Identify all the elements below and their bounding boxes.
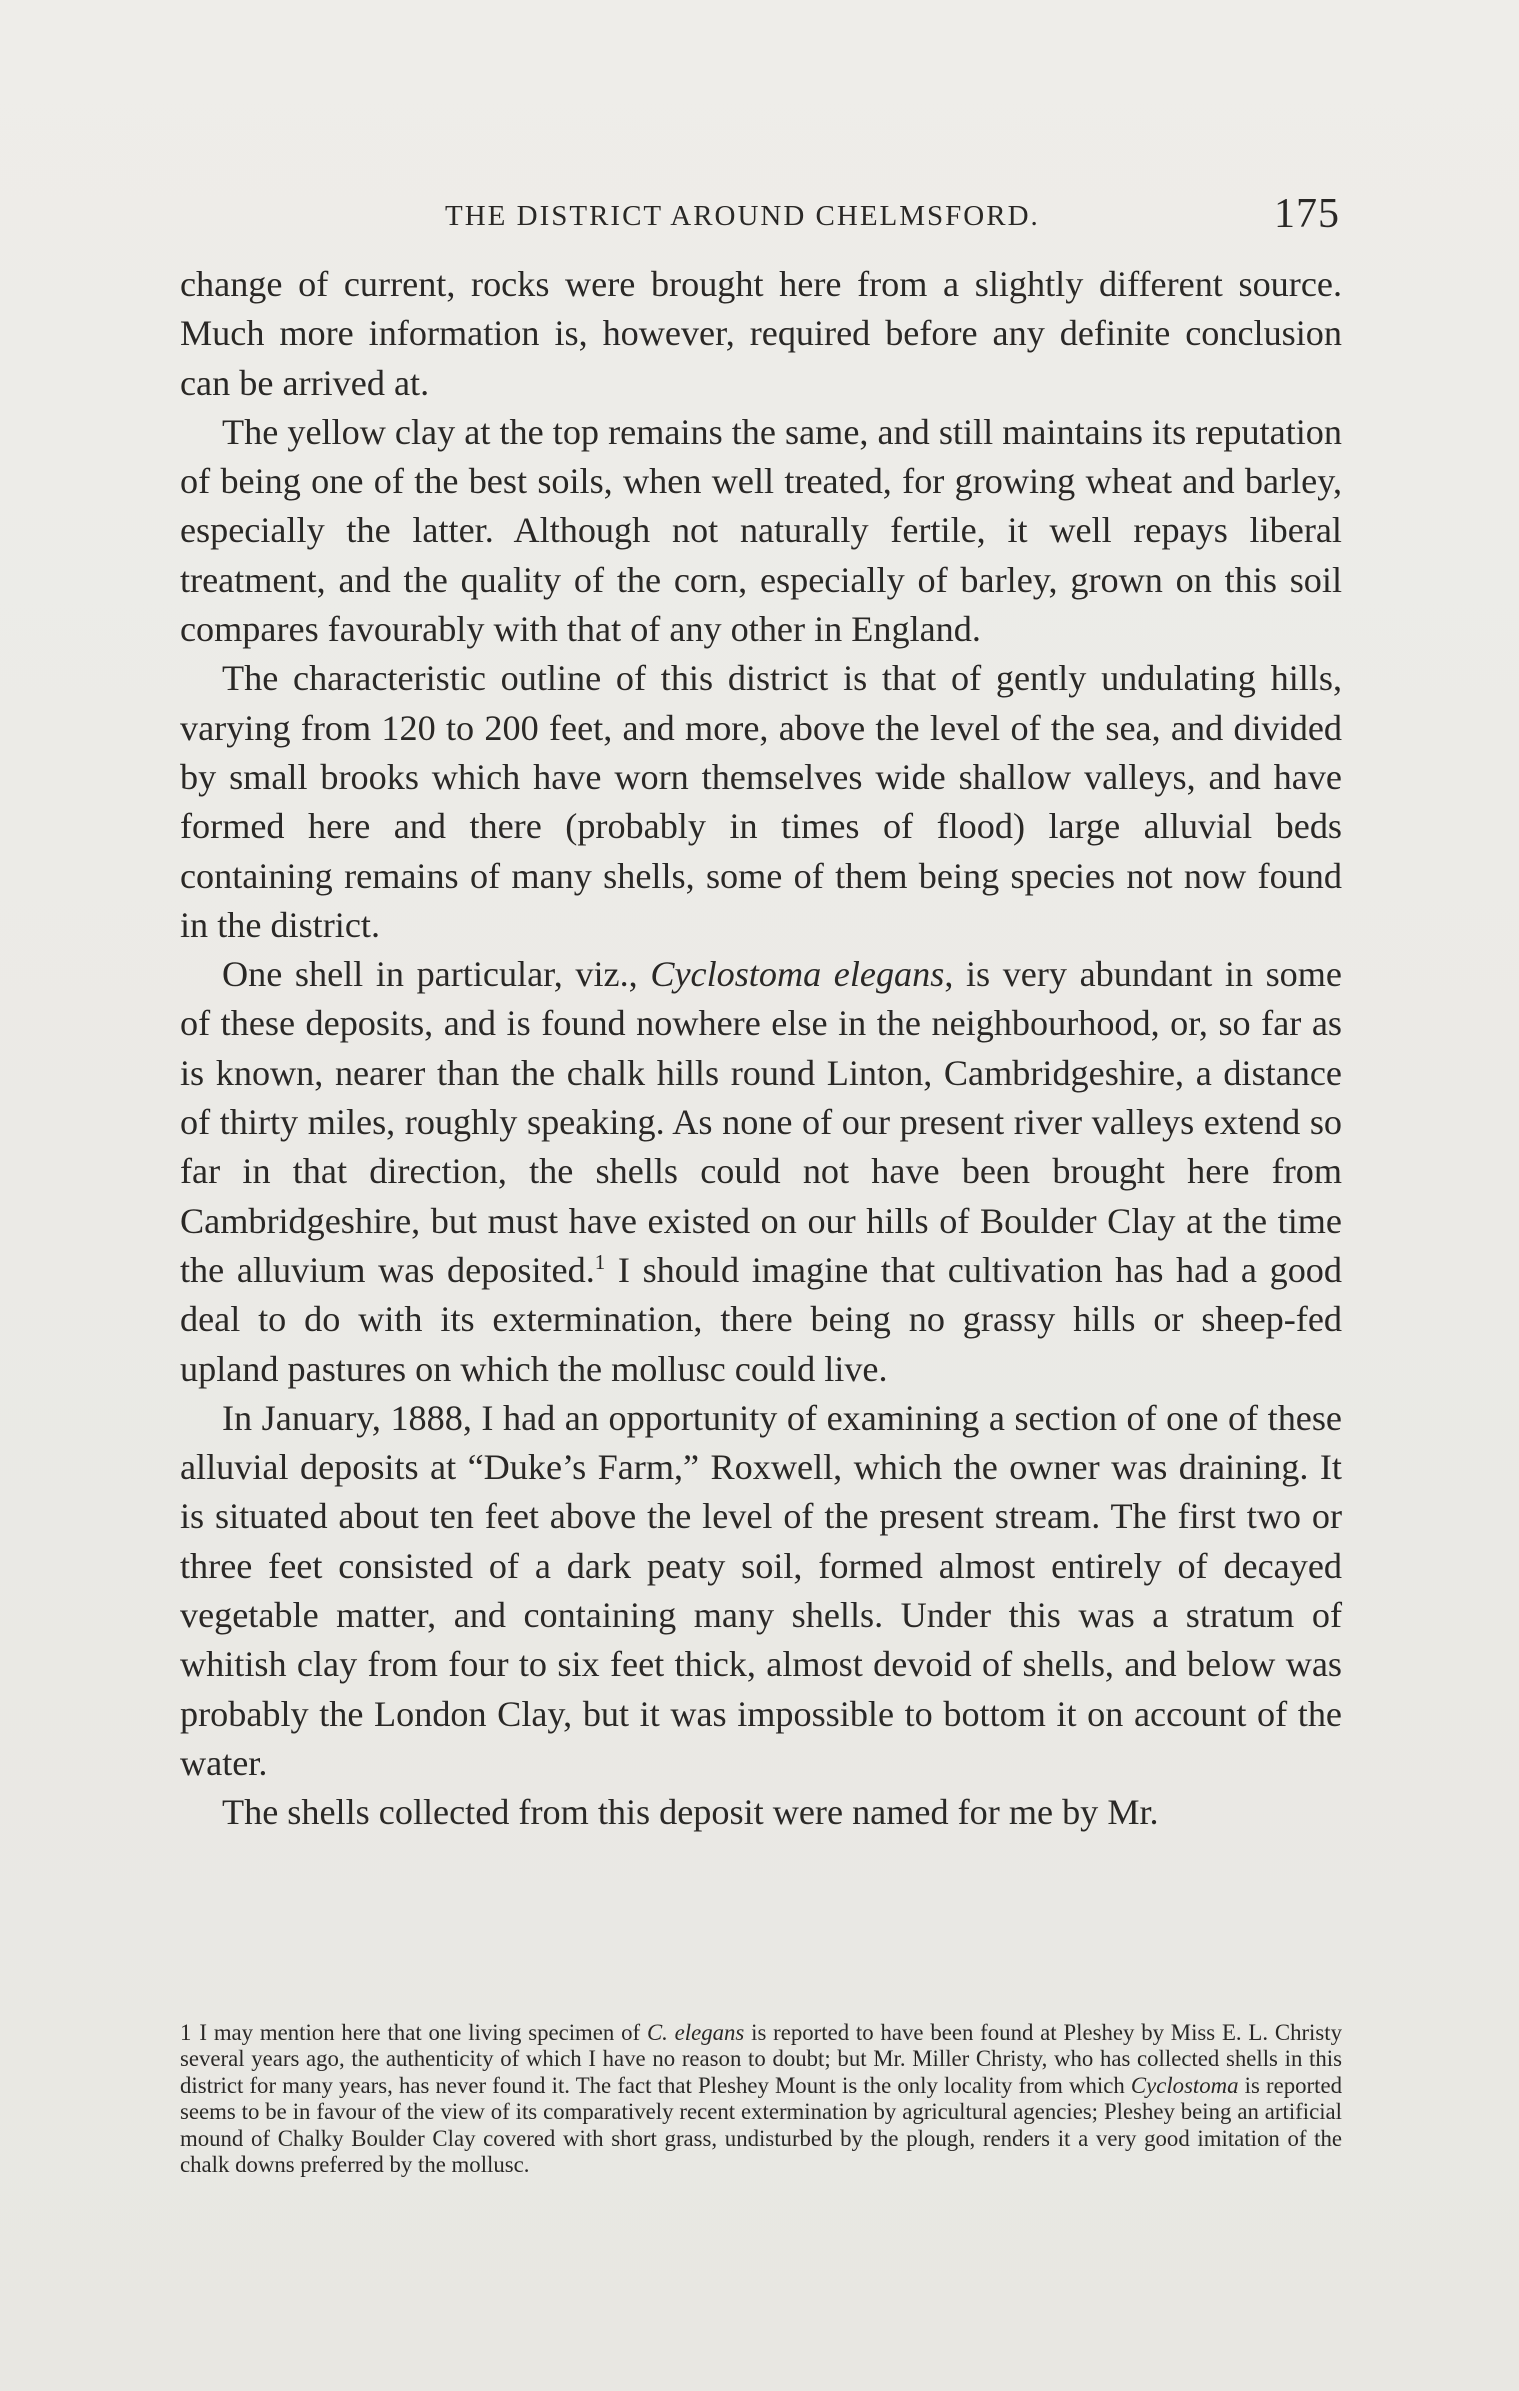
footnote-text: is reported seems to be in favour of the view of its comparatively recent extermination by agricultural agencies; Pleshey being an artificial mound of Chalky Boulder Clay covered with short grass, undisturbed by the plough, renders it a very good imitation of the chalk downs preferred by the mollusc. [180,2072,1342,2178]
species-name: C. elegans [646,2020,745,2045]
paragraph-text: I should imagine that cultivation has had a good deal to do with its extermination, there being no grassy hills or sheep-fed upland pastures on which the mollusc could live. [180,1249,1342,1389]
species-name: Cyclostoma [1130,2072,1239,2098]
species-name: Cyclostoma elegans [650,954,945,995]
paragraph-shells-named: The shells collected from this deposit were named for me by Mr. [222,1792,1159,1833]
paragraph-continuation: change of current, rocks were brought here from a slightly different source. Much more information is, however, required before any definite conclusion can be arrived at. [180,264,1342,403]
paragraph-text: One shell in particular, viz., [222,954,651,995]
paragraph-cyclostoma [180,950,1342,1394]
paragraph-district-outline: The characteristic outline of this district is that of gently undulating hills, varying from 120 to 200 feet, and more, above the level of the sea, and divided by small brooks which have worn themselves wide shallow valleys, and have formed here and there (probably in times of flood) large alluvial beds containing remains of many shells, some of them being species not now found in the district. [180,658,1342,945]
paragraph-yellow-clay: The yellow clay at the top remains the same, and still maintains its reputation of being one of the best soils, when well treated, for growing wheat and barley, especially the latter. Although not naturally fertile, it well repays liberal treatment, and the quality of the corn, especially of barley, grown on this soil compares favourably with that of any other in England. [180,411,1342,650]
footnote-text: I may mention here that one living specimen of [199,2020,647,2045]
footnote [180,2020,1342,2178]
running-head [180,190,1340,250]
footnote-text: is reported to have been found at Pleshey by Miss E. L. Christy several years ago, the authenticity of which I have no reason to doubt; but Mr. Miller Christy, who has collected shells in this district for many years, has never found it. The fact that Pleshey Mount is the only locality from which [180,2020,1342,2098]
paragraph-dukes-farm: In January, 1888, I had an opportunity of examining a section of one of these alluvial deposits at “Duke’s Farm,” Roxwell, which the owner was draining. It is situated about ten feet above the level of the present stream. The first two or three feet consisted of a dark peaty soil, formed almost entirely of decayed vegetable matter, and containing many shells. Under this was a stratum of whitish clay from four to six feet thick, almost devoid of shells, and below was probably the London Clay, but it was impossible to bottom it on account of the water. [180,1397,1342,1783]
running-title: THE DISTRICT AROUND CHELMSFORD. [445,200,1040,232]
footnote-mark: 1 [180,2020,192,2045]
footnotes [180,2020,1342,2178]
body-text [180,260,1342,1838]
paragraph-text: , is very abundant in some of these deposits, and is found nowhere else in the neighbourhood, or, so far as is known, nearer than the chalk hills round Linton, Cambridgeshire, a distance of thirty miles, roughly speaking. As none of our present river valleys extend so far in that direction, the shells could not have been brought here from Cambridgeshire, but must have existed on our hills of Boulder Clay at the time the alluvium was deposited. [180,954,1342,1290]
footnote-reference: 1 [594,1249,606,1274]
page-number: 175 [1274,191,1340,237]
